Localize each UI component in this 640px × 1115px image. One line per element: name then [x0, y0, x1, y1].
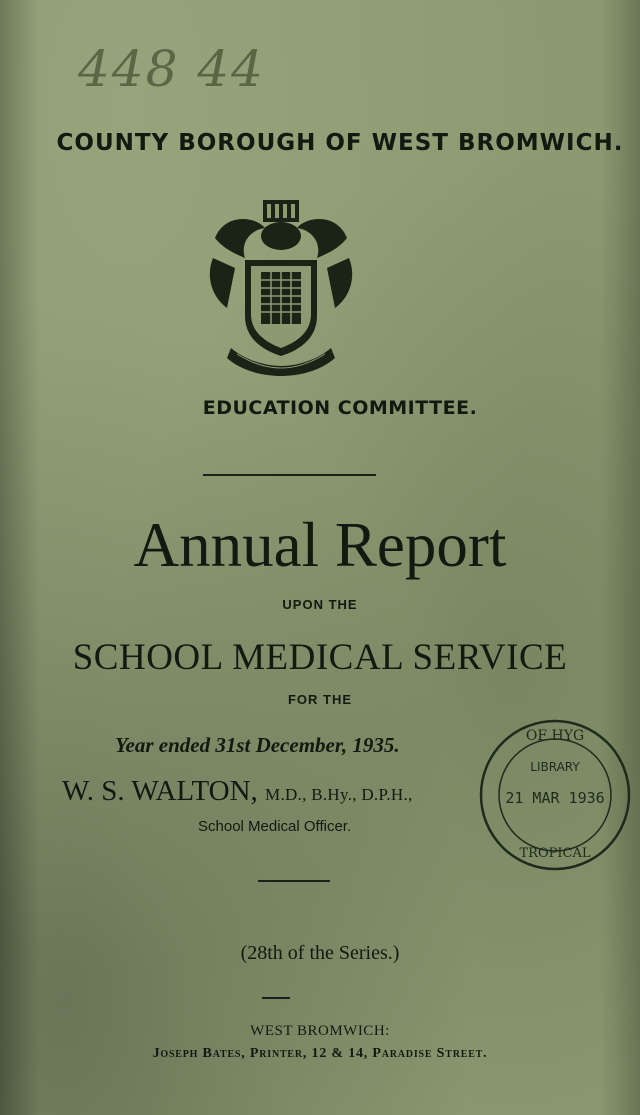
divider-line [262, 997, 290, 999]
officer-name [62, 775, 413, 808]
stamp-top-text: OF HYG [525, 728, 585, 744]
handwritten-accession-number: 448 44 [78, 40, 265, 98]
report-period: Year ended 31st December, 1935. [115, 733, 400, 757]
series-number: (28th of the Series.) [240, 942, 400, 964]
officer-name-text: W. S. WALTON, [62, 775, 258, 807]
officer-role: School Medical Officer. [198, 818, 352, 835]
coat-of-arms-icon [205, 198, 357, 378]
stamp-date-text: 21 MAR 1936 [505, 789, 605, 807]
borough-heading: COUNTY BOROUGH OF WEST BROMWICH. [56, 130, 624, 156]
stamp-bottom-text: TROPICAL [519, 846, 591, 861]
for-the-label: FOR THE [287, 692, 353, 707]
printer-name: Joseph Bates, Printer, 12 & 14, Paradise Street. [152, 1046, 488, 1061]
library-stamp-icon [475, 715, 635, 875]
officer-degrees: M.D., B.Hy., D.P.H., [265, 785, 413, 804]
divider-line [258, 880, 330, 882]
report-subject: SCHOOL MEDICAL SERVICE [72, 637, 568, 678]
divider-line [203, 474, 376, 476]
committee-heading: EDUCATION COMMITTEE. [202, 397, 478, 419]
upon-the-label: UPON THE [282, 597, 358, 612]
report-title: Annual Report [133, 510, 507, 580]
stamp-library-text: LIBRARY [530, 760, 580, 774]
printer-city: WEST BROMWICH: [250, 1023, 390, 1039]
